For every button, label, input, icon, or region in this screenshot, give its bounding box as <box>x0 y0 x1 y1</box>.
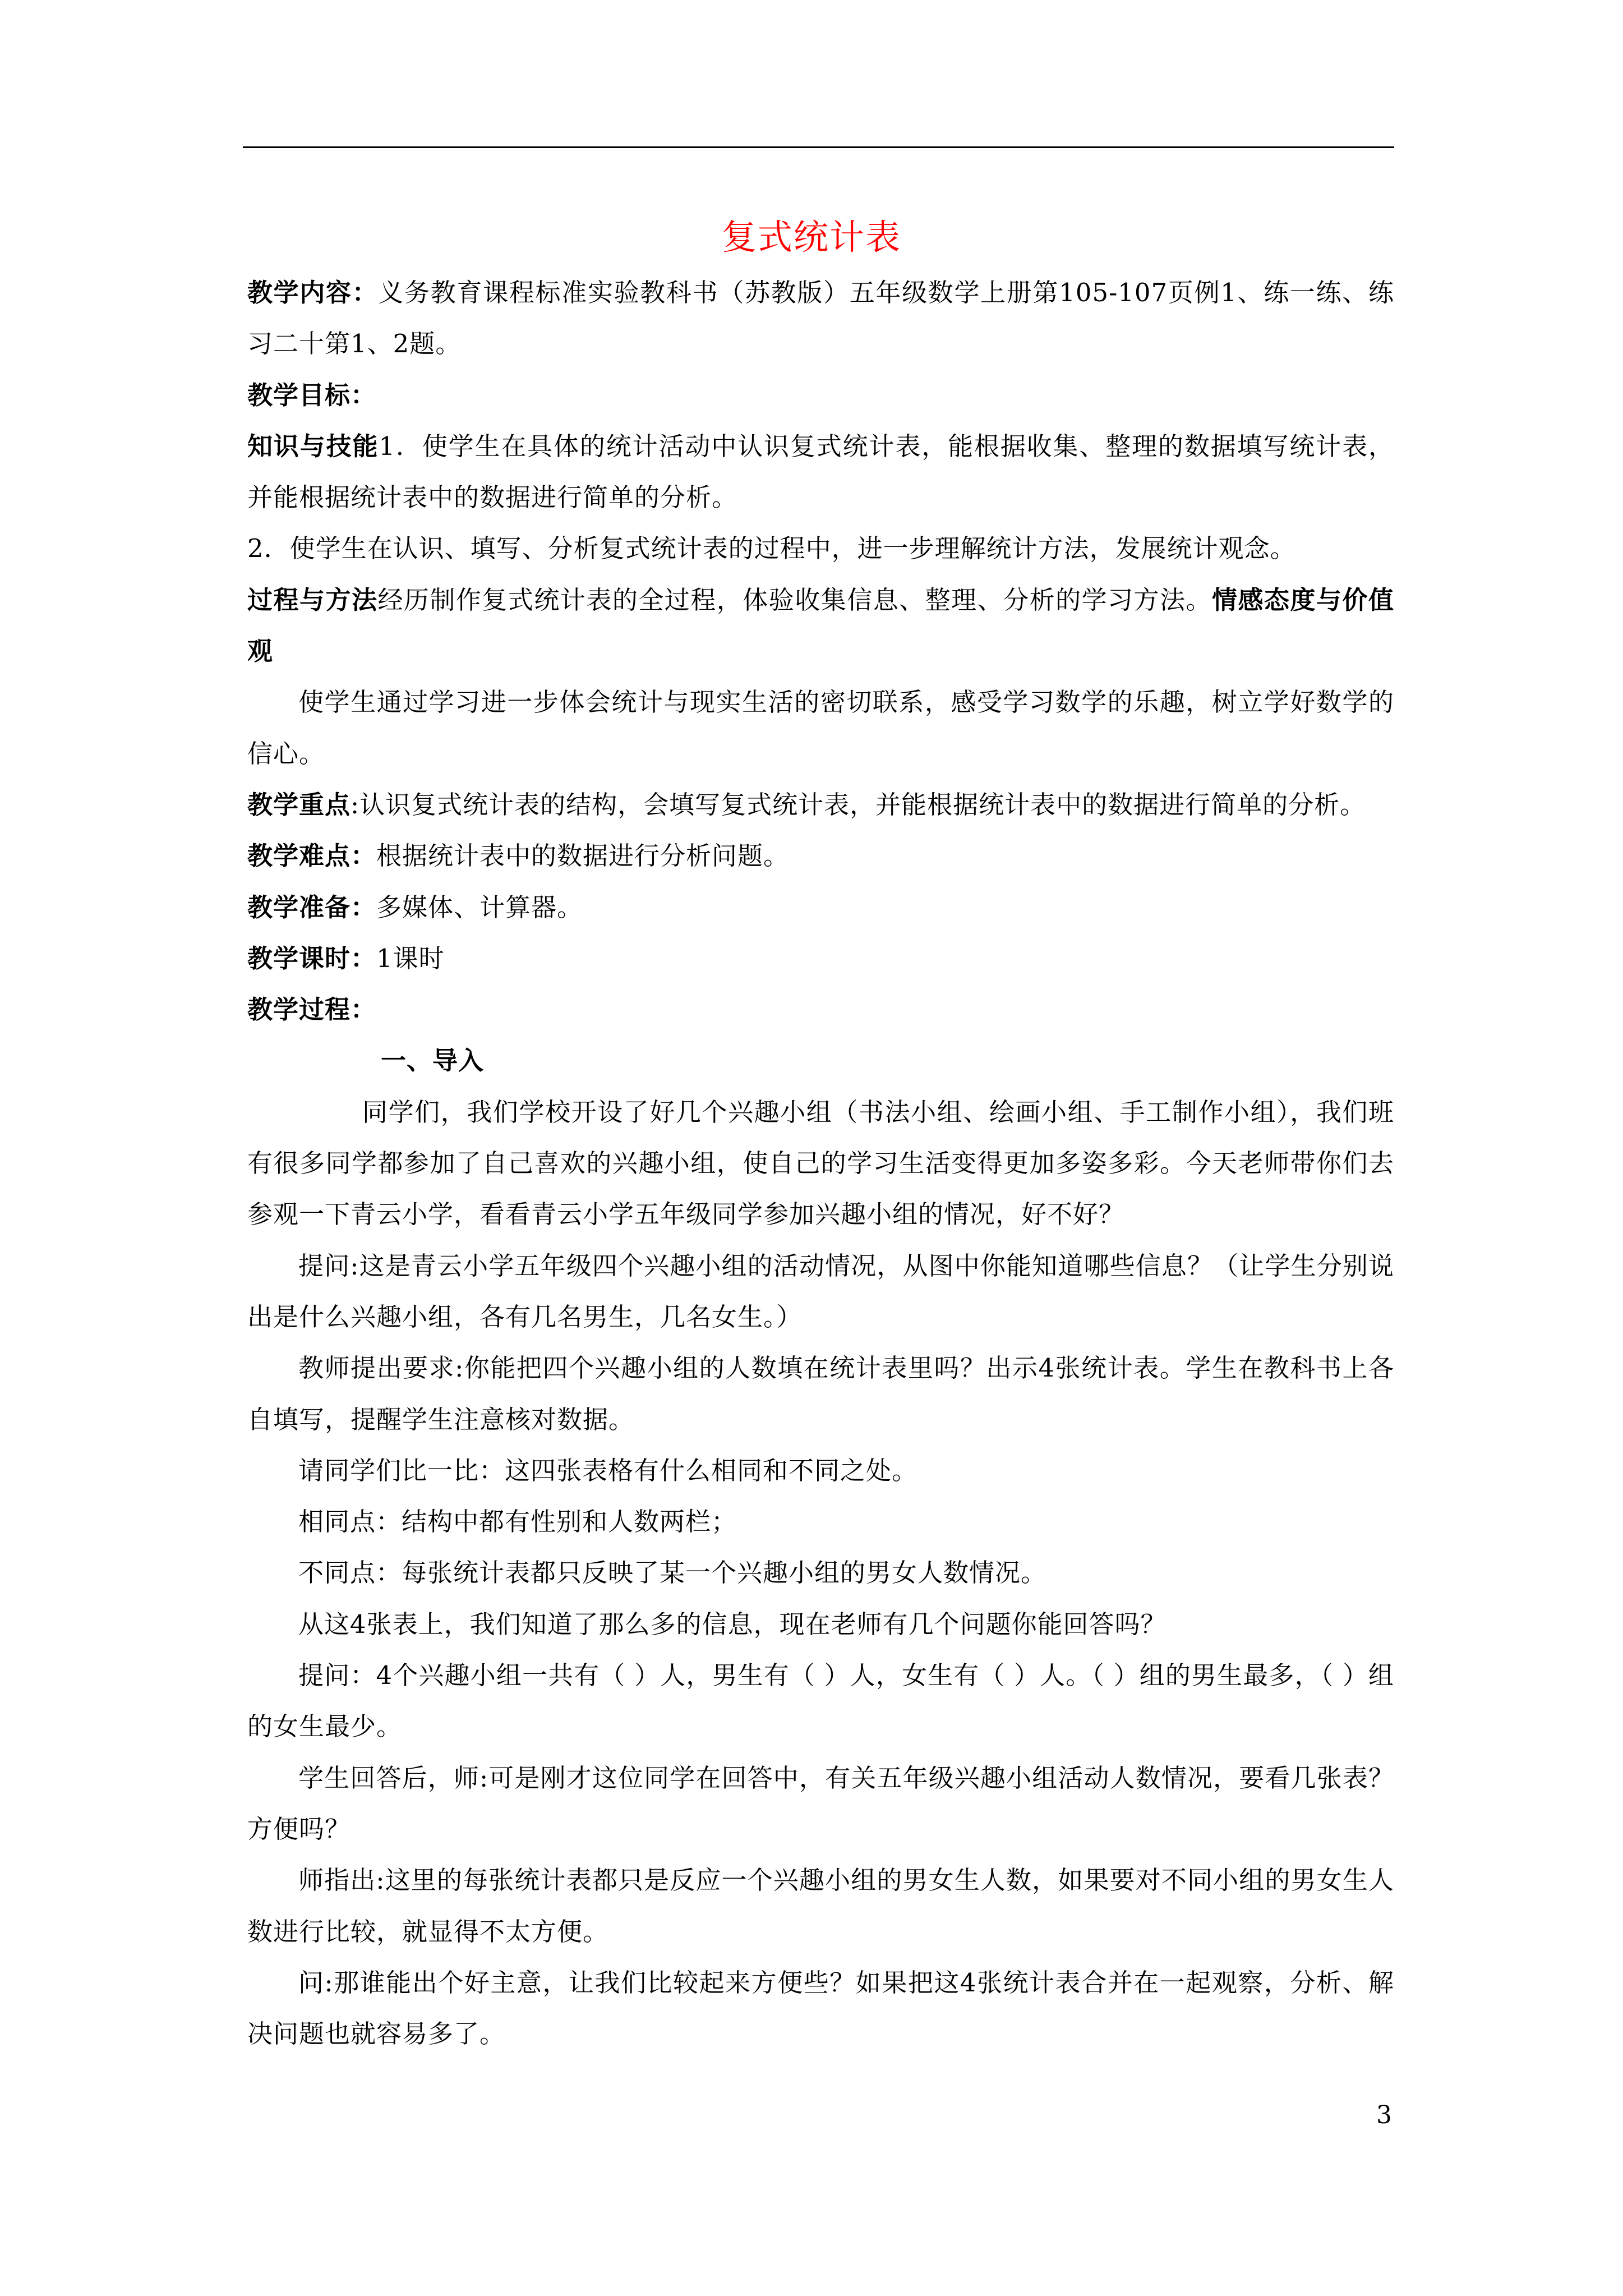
teaching-difficulty <box>247 830 1394 881</box>
teaching-prep <box>247 882 1394 933</box>
teaching-hours <box>247 933 1394 984</box>
paragraph: 请同学们比一比：这四张表格有什么相同和不同之处。 <box>298 1455 918 1485</box>
teaching-content <box>247 267 1394 370</box>
knowledge-skill-2: 2．使学生在认识、填写、分析复式统计表的过程中，进一步理解统计方法，发展统计观念。 <box>247 533 1296 564</box>
document-body <box>247 267 1394 2059</box>
paragraph: 不同点：每张统计表都只反映了某一个兴趣小组的男女人数情况。 <box>298 1558 1047 1588</box>
process-method-label: 过程与方法 <box>247 585 378 615</box>
teaching-goals-label: 教学目标： <box>247 380 377 410</box>
teaching-key <box>247 779 1394 830</box>
knowledge-skill-text: 1．使学生在具体的统计活动中认识复式统计表，能根据收集、整理的数据填写统计表，并能根据统计表中的数据进行简单的分析。 <box>247 431 1394 513</box>
emotion-label: 情感态度与价值观 <box>247 585 1394 666</box>
teaching-process-heading <box>247 984 1394 1035</box>
paragraph: 提问:这是青云小学五年级四个兴趣小组的活动情况，从图中你能知道哪些信息？（让学生分别说出是什么兴趣小组，各有几名男生，几名女生。） <box>247 1250 1394 1332</box>
teaching-content-label: 教学内容： <box>247 278 379 307</box>
process-method <box>247 574 1394 677</box>
paragraph: 相同点：结构中都有性别和人数两栏； <box>298 1507 737 1537</box>
paragraph: 从这4张表上，我们知道了那么多的信息，现在老师有几个问题你能回答吗？ <box>298 1609 1166 1639</box>
teaching-content-text: 义务教育课程标准实验教科书（苏教版）五年级数学上册第105-107页例1、练一练、练习二十第1、2题。 <box>247 278 1394 359</box>
document-title: 复式统计表 <box>721 217 901 257</box>
teaching-prep-label: 教学准备： <box>247 892 377 922</box>
knowledge-skill <box>247 421 1394 523</box>
page-number: 3 <box>1376 2101 1392 2129</box>
teaching-key-text: :认识复式统计表的结构，会填写复式统计表，并能根据统计表中的数据进行简单的分析。 <box>351 789 1366 820</box>
paragraph: 问:那谁能出个好主意，让我们比较起来方便些？如果把这4张统计表合并在一起观察，分析、解决问题也就容易多了。 <box>247 1967 1394 2049</box>
teaching-difficulty-label: 教学难点： <box>247 841 377 871</box>
teaching-hours-label: 教学课时： <box>247 943 377 973</box>
paragraph: 学生回答后，师:可是刚才这位同学在回答中，有关五年级兴趣小组活动人数情况，要看几张表？方便吗？ <box>247 1763 1394 1844</box>
teaching-prep-text: 多媒体、计算器。 <box>376 892 583 922</box>
emotion-text: 使学生通过学习进一步体会统计与现实生活的密切联系，感受学习数学的乐趣，树立学好数学的信心。 <box>247 687 1394 769</box>
teaching-hours-text: 1课时 <box>376 943 445 973</box>
process-method-text: 经历制作复式统计表的全过程，体验收集信息、整理、分析的学习方法。 <box>377 585 1212 615</box>
paragraph: 提问：4个兴趣小组一共有（ ）人，男生有（ ）人，女生有（ ）人。（ ）组的男生最多，（ ）组的女生最少。 <box>247 1660 1394 1742</box>
paragraph: 同学们，我们学校开设了好几个兴趣小组（书法小组、绘画小组、手工制作小组），我们班有很多同学都参加了自己喜欢的兴趣小组，使自己的学习生活变得更加多姿多彩。今天老师带你们去参观一下青云小学，看看青云小学五年级同学参加兴趣小组的情况，好不好？ <box>247 1097 1394 1230</box>
paragraph: 师指出:这里的每张统计表都只是反应一个兴趣小组的男女生人数，如果要对不同小组的男女生人数进行比较，就显得不太方便。 <box>247 1865 1394 1947</box>
teaching-difficulty-text: 根据统计表中的数据进行分析问题。 <box>376 841 790 871</box>
header-rule <box>243 146 1394 148</box>
teaching-key-label: 教学重点 <box>247 789 351 820</box>
teaching-process-label: 教学过程： <box>247 995 377 1025</box>
knowledge-skill-label: 知识与技能 <box>247 431 379 461</box>
section-heading: 一、导入 <box>381 1046 485 1076</box>
teaching-goals-heading <box>247 370 1394 421</box>
paragraph: 教师提出要求:你能把四个兴趣小组的人数填在统计表里吗？出示4张统计表。学生在教科书上各自填写，提醒学生注意核对数据。 <box>247 1353 1394 1434</box>
